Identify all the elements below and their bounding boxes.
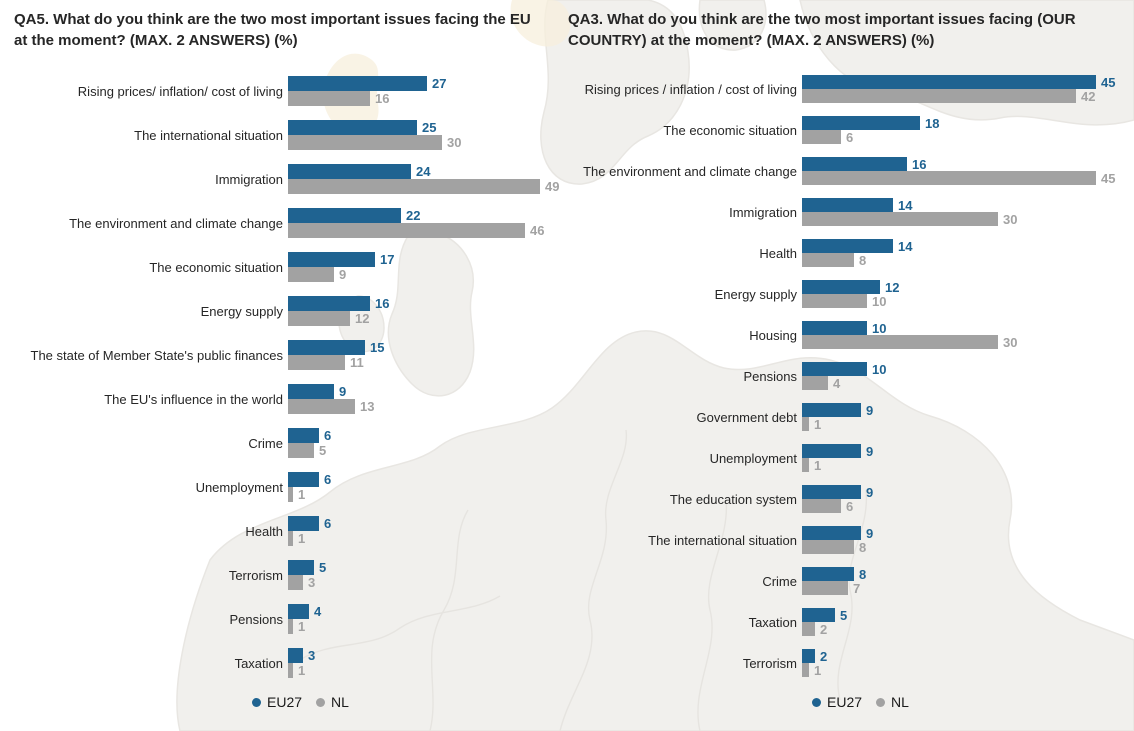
bar-line [802,581,1134,595]
value-label-nl: 30 [1003,211,1018,227]
bar-line [802,526,1134,540]
bar-nl [802,663,809,677]
category-label: Energy supply [714,286,797,302]
value-label-nl: 46 [530,223,545,238]
bar-eu27 [802,75,1096,89]
value-label-eu27: 18 [925,115,940,131]
bar-pair [802,198,1134,226]
bar-eu27 [802,649,815,663]
bar-pair [802,362,1134,390]
bar-line [802,75,1134,89]
bar-row [0,76,560,106]
bar-line [802,417,1134,431]
bar-pair [288,516,560,546]
bar-nl [802,622,815,636]
category-label: Crime [762,573,797,589]
value-label-eu27: 14 [898,197,913,213]
value-label-eu27: 16 [375,296,390,311]
value-label-nl: 7 [853,580,861,596]
bar-eu27 [288,384,334,399]
bar-row [0,648,560,678]
value-label-nl: 1 [814,662,822,678]
value-label-nl: 4 [833,375,841,391]
bar-nl [288,663,293,678]
bar-row [562,239,1134,267]
legend-label-nl: NL [331,694,349,710]
bar-nl [288,223,525,238]
value-label-nl: 6 [846,498,854,514]
category-label: Health [759,245,797,261]
eu27-dot-icon [252,698,261,707]
bar-line [802,567,1134,581]
bar-line [802,485,1134,499]
bar-line [802,198,1134,212]
value-label-eu27: 27 [432,76,447,91]
nl-dot-icon [876,698,885,707]
bar-pair [802,526,1134,554]
bar-eu27 [288,648,303,663]
bar-eu27 [288,164,411,179]
bar-eu27 [802,239,893,253]
value-label-eu27: 10 [872,320,887,336]
bar-eu27 [802,526,861,540]
category-label: Rising prices/ inflation/ cost of living [77,83,283,99]
value-label-nl: 49 [545,179,560,194]
legend-item-eu27 [812,694,862,710]
nl-dot-icon [316,698,325,707]
bar-line [802,130,1134,144]
bar-nl [288,355,345,370]
bar-pair [288,208,560,238]
bar-line [288,120,560,135]
bar-line [802,499,1134,513]
chart-qa5-eu-issues [0,0,560,731]
bar-pair [288,560,560,590]
bar-eu27 [288,252,375,267]
value-label-eu27: 14 [898,238,913,254]
value-label-nl: 30 [1003,334,1018,350]
category-label: The EU's influence in the world [104,391,283,407]
bar-eu27 [288,340,365,355]
bar-line [802,253,1134,267]
bar-eu27 [288,76,427,91]
bar-row [0,472,560,502]
value-label-nl: 16 [375,91,390,106]
bar-line [802,171,1134,185]
bar-line [802,540,1134,554]
category-label: Immigration [729,204,797,220]
bar-pair [802,116,1134,144]
bar-line [288,223,560,238]
bar-row [0,208,560,238]
bar-line [288,399,560,414]
bar-nl [288,399,355,414]
legend-label-eu27: EU27 [827,694,863,710]
bar-line [288,340,560,355]
bar-eu27 [802,608,835,622]
bar-line [802,622,1134,636]
bar-row [0,516,560,546]
bar-row [562,362,1134,390]
legend [812,694,909,710]
bar-pair [802,608,1134,636]
value-label-nl: 13 [360,399,375,414]
bar-line [802,116,1134,130]
bar-pair [288,604,560,634]
bar-pair [288,428,560,458]
value-label-eu27: 2 [820,648,828,664]
bar-eu27 [288,208,401,223]
bar-nl [288,575,303,590]
category-label: The environment and climate change [69,215,283,231]
category-label: Taxation [748,614,797,630]
bar-row [562,649,1134,677]
value-label-nl: 30 [447,135,462,150]
bar-eu27 [802,116,920,130]
bar-pair [802,649,1134,677]
bar-pair [288,384,560,414]
bar-rows [0,76,560,692]
bar-line [802,294,1134,308]
value-label-nl: 8 [859,539,867,555]
bar-row [0,296,560,326]
bar-line [288,443,560,458]
bar-pair [288,120,560,150]
bar-eu27 [288,428,319,443]
bar-pair [288,340,560,370]
bar-nl [288,267,334,282]
bar-line [288,604,560,619]
bar-pair [288,648,560,678]
bar-line [288,135,560,150]
bar-eu27 [802,321,867,335]
bar-line [802,444,1134,458]
bar-eu27 [802,403,861,417]
value-label-nl: 1 [298,663,306,678]
category-label: Unemployment [195,479,283,495]
bar-line [288,531,560,546]
bar-row [562,485,1134,513]
bar-nl [802,417,809,431]
bar-pair [288,164,560,194]
bar-row [562,403,1134,431]
category-label: Pensions [743,368,797,384]
bar-eu27 [802,157,907,171]
bar-pair [802,75,1134,103]
value-label-nl: 3 [308,575,316,590]
bar-row [0,340,560,370]
bar-line [288,296,560,311]
value-label-nl: 1 [298,487,306,502]
value-label-eu27: 12 [885,279,900,295]
category-label: The economic situation [149,259,283,275]
bar-line [288,208,560,223]
bar-line [802,458,1134,472]
value-label-nl: 45 [1101,170,1116,186]
value-label-eu27: 6 [324,472,332,487]
value-label-eu27: 6 [324,428,332,443]
category-label: The education system [669,491,797,507]
chart-title: QA5. What do you think are the two most important issues facing the EU at the moment? (MAX. 2 ANSWERS) (%) [14,11,531,49]
legend-label-eu27: EU27 [267,694,303,710]
bar-row [0,120,560,150]
bar-nl [802,294,867,308]
bar-line [802,403,1134,417]
bar-row [0,384,560,414]
bar-nl [802,212,998,226]
bar-line [288,355,560,370]
value-label-nl: 6 [846,129,854,145]
bar-line [802,608,1134,622]
value-label-eu27: 16 [912,156,927,172]
value-label-nl: 10 [872,293,887,309]
category-label: The international situation [134,127,283,143]
value-label-eu27: 15 [370,340,385,355]
bar-nl [802,130,841,144]
bar-nl [802,581,848,595]
bar-nl [288,91,370,106]
bar-pair [802,280,1134,308]
bar-pair [802,403,1134,431]
bar-eu27 [288,560,314,575]
bar-line [288,619,560,634]
bar-line [288,648,560,663]
bar-line [288,428,560,443]
bar-line [802,89,1134,103]
bar-line [802,376,1134,390]
category-label: Housing [749,327,797,343]
value-label-nl: 8 [859,252,867,268]
value-label-eu27: 24 [416,164,431,179]
bar-row [562,280,1134,308]
value-label-nl: 5 [319,443,327,458]
bar-line [802,649,1134,663]
bar-row [562,526,1134,554]
value-label-eu27: 10 [872,361,887,377]
value-label-nl: 1 [298,619,306,634]
bar-line [802,321,1134,335]
bar-line [288,472,560,487]
bar-row [562,567,1134,595]
legend-item-eu27 [252,694,302,710]
bar-pair [802,321,1134,349]
bar-row [562,608,1134,636]
bar-line [802,212,1134,226]
value-label-nl: 1 [814,416,822,432]
bar-row [0,164,560,194]
bar-pair [288,252,560,282]
value-label-eu27: 17 [380,252,395,267]
bar-line [802,157,1134,171]
bar-line [802,663,1134,677]
bar-nl [288,179,540,194]
bar-line [802,239,1134,253]
bar-nl [802,335,998,349]
value-label-eu27: 25 [422,120,437,135]
legend-item-nl [876,694,909,710]
category-label: Crime [248,435,283,451]
bar-nl [802,89,1076,103]
category-label: The economic situation [663,122,797,138]
bar-row [0,428,560,458]
legend [252,694,349,710]
bar-eu27 [288,604,309,619]
value-label-eu27: 45 [1101,74,1116,90]
bar-nl [288,619,293,634]
bar-nl [288,311,350,326]
bar-eu27 [802,362,867,376]
bar-nl [802,253,854,267]
bar-nl [802,171,1096,185]
category-label: Rising prices / inflation / cost of living [584,81,797,97]
bar-line [288,384,560,399]
category-label: Immigration [215,171,283,187]
bar-pair [288,296,560,326]
bar-pair [802,239,1134,267]
legend-label-nl: NL [891,694,909,710]
bar-row [0,252,560,282]
bar-nl [802,458,809,472]
value-label-eu27: 9 [866,402,874,418]
value-label-eu27: 4 [314,604,322,619]
bar-pair [288,76,560,106]
bar-line [802,335,1134,349]
category-label: Government debt [696,409,797,425]
value-label-nl: 42 [1081,88,1096,104]
value-label-eu27: 5 [840,607,848,623]
bar-line [288,516,560,531]
bar-eu27 [288,296,370,311]
value-label-nl: 11 [350,355,364,370]
value-label-eu27: 5 [319,560,327,575]
bar-row [0,604,560,634]
bar-row [562,198,1134,226]
bar-line [288,575,560,590]
bar-eu27 [288,516,319,531]
value-label-eu27: 9 [339,384,347,399]
bar-line [288,179,560,194]
value-label-eu27: 9 [866,443,874,459]
bar-pair [802,157,1134,185]
category-label: Terrorism [742,655,797,671]
bar-line [288,560,560,575]
bar-line [288,267,560,282]
bar-row [562,444,1134,472]
category-label: Taxation [234,655,283,671]
category-label: Unemployment [709,450,797,466]
value-label-eu27: 8 [859,566,867,582]
eu27-dot-icon [812,698,821,707]
bar-eu27 [802,280,880,294]
bar-eu27 [802,198,893,212]
bar-eu27 [288,472,319,487]
category-label: Energy supply [200,303,283,319]
bar-pair [288,472,560,502]
bar-line [288,252,560,267]
bar-line [288,487,560,502]
value-label-nl: 1 [814,457,822,473]
value-label-eu27: 3 [308,648,316,663]
bar-nl [288,443,314,458]
value-label-nl: 1 [298,531,306,546]
bar-row [562,116,1134,144]
bar-line [288,663,560,678]
category-label: Terrorism [228,567,283,583]
bar-rows [562,75,1134,690]
bar-nl [288,487,293,502]
bar-eu27 [802,567,854,581]
category-label: Health [245,523,283,539]
bar-nl [802,376,828,390]
chart-qa3-country-issues [562,0,1134,731]
value-label-eu27: 9 [866,525,874,541]
value-label-nl: 12 [355,311,370,326]
bar-line [288,164,560,179]
bar-nl [288,135,442,150]
legend-item-nl [316,694,349,710]
bar-pair [802,444,1134,472]
bar-row [562,75,1134,103]
bar-row [0,560,560,590]
bar-nl [288,531,293,546]
bar-line [802,362,1134,376]
bar-eu27 [288,120,417,135]
value-label-nl: 2 [820,621,828,637]
value-label-nl: 9 [339,267,347,282]
bar-row [562,157,1134,185]
bar-pair [802,567,1134,595]
category-label: The environment and climate change [583,163,797,179]
bar-eu27 [802,485,861,499]
category-label: Pensions [229,611,283,627]
bar-line [288,91,560,106]
value-label-eu27: 6 [324,516,332,531]
bar-nl [802,499,841,513]
bar-line [288,311,560,326]
chart-title: QA3. What do you think are the two most important issues facing (OUR COUNTRY) at the moment? (MAX. 2 ANSWERS) (%) [568,11,1076,49]
bar-row [562,321,1134,349]
bar-nl [802,540,854,554]
category-label: The state of Member State's public finances [30,347,283,363]
bar-pair [802,485,1134,513]
category-label: The international situation [648,532,797,548]
bar-line [802,280,1134,294]
value-label-eu27: 22 [406,208,421,223]
bar-line [288,76,560,91]
bar-eu27 [802,444,861,458]
value-label-eu27: 9 [866,484,874,500]
